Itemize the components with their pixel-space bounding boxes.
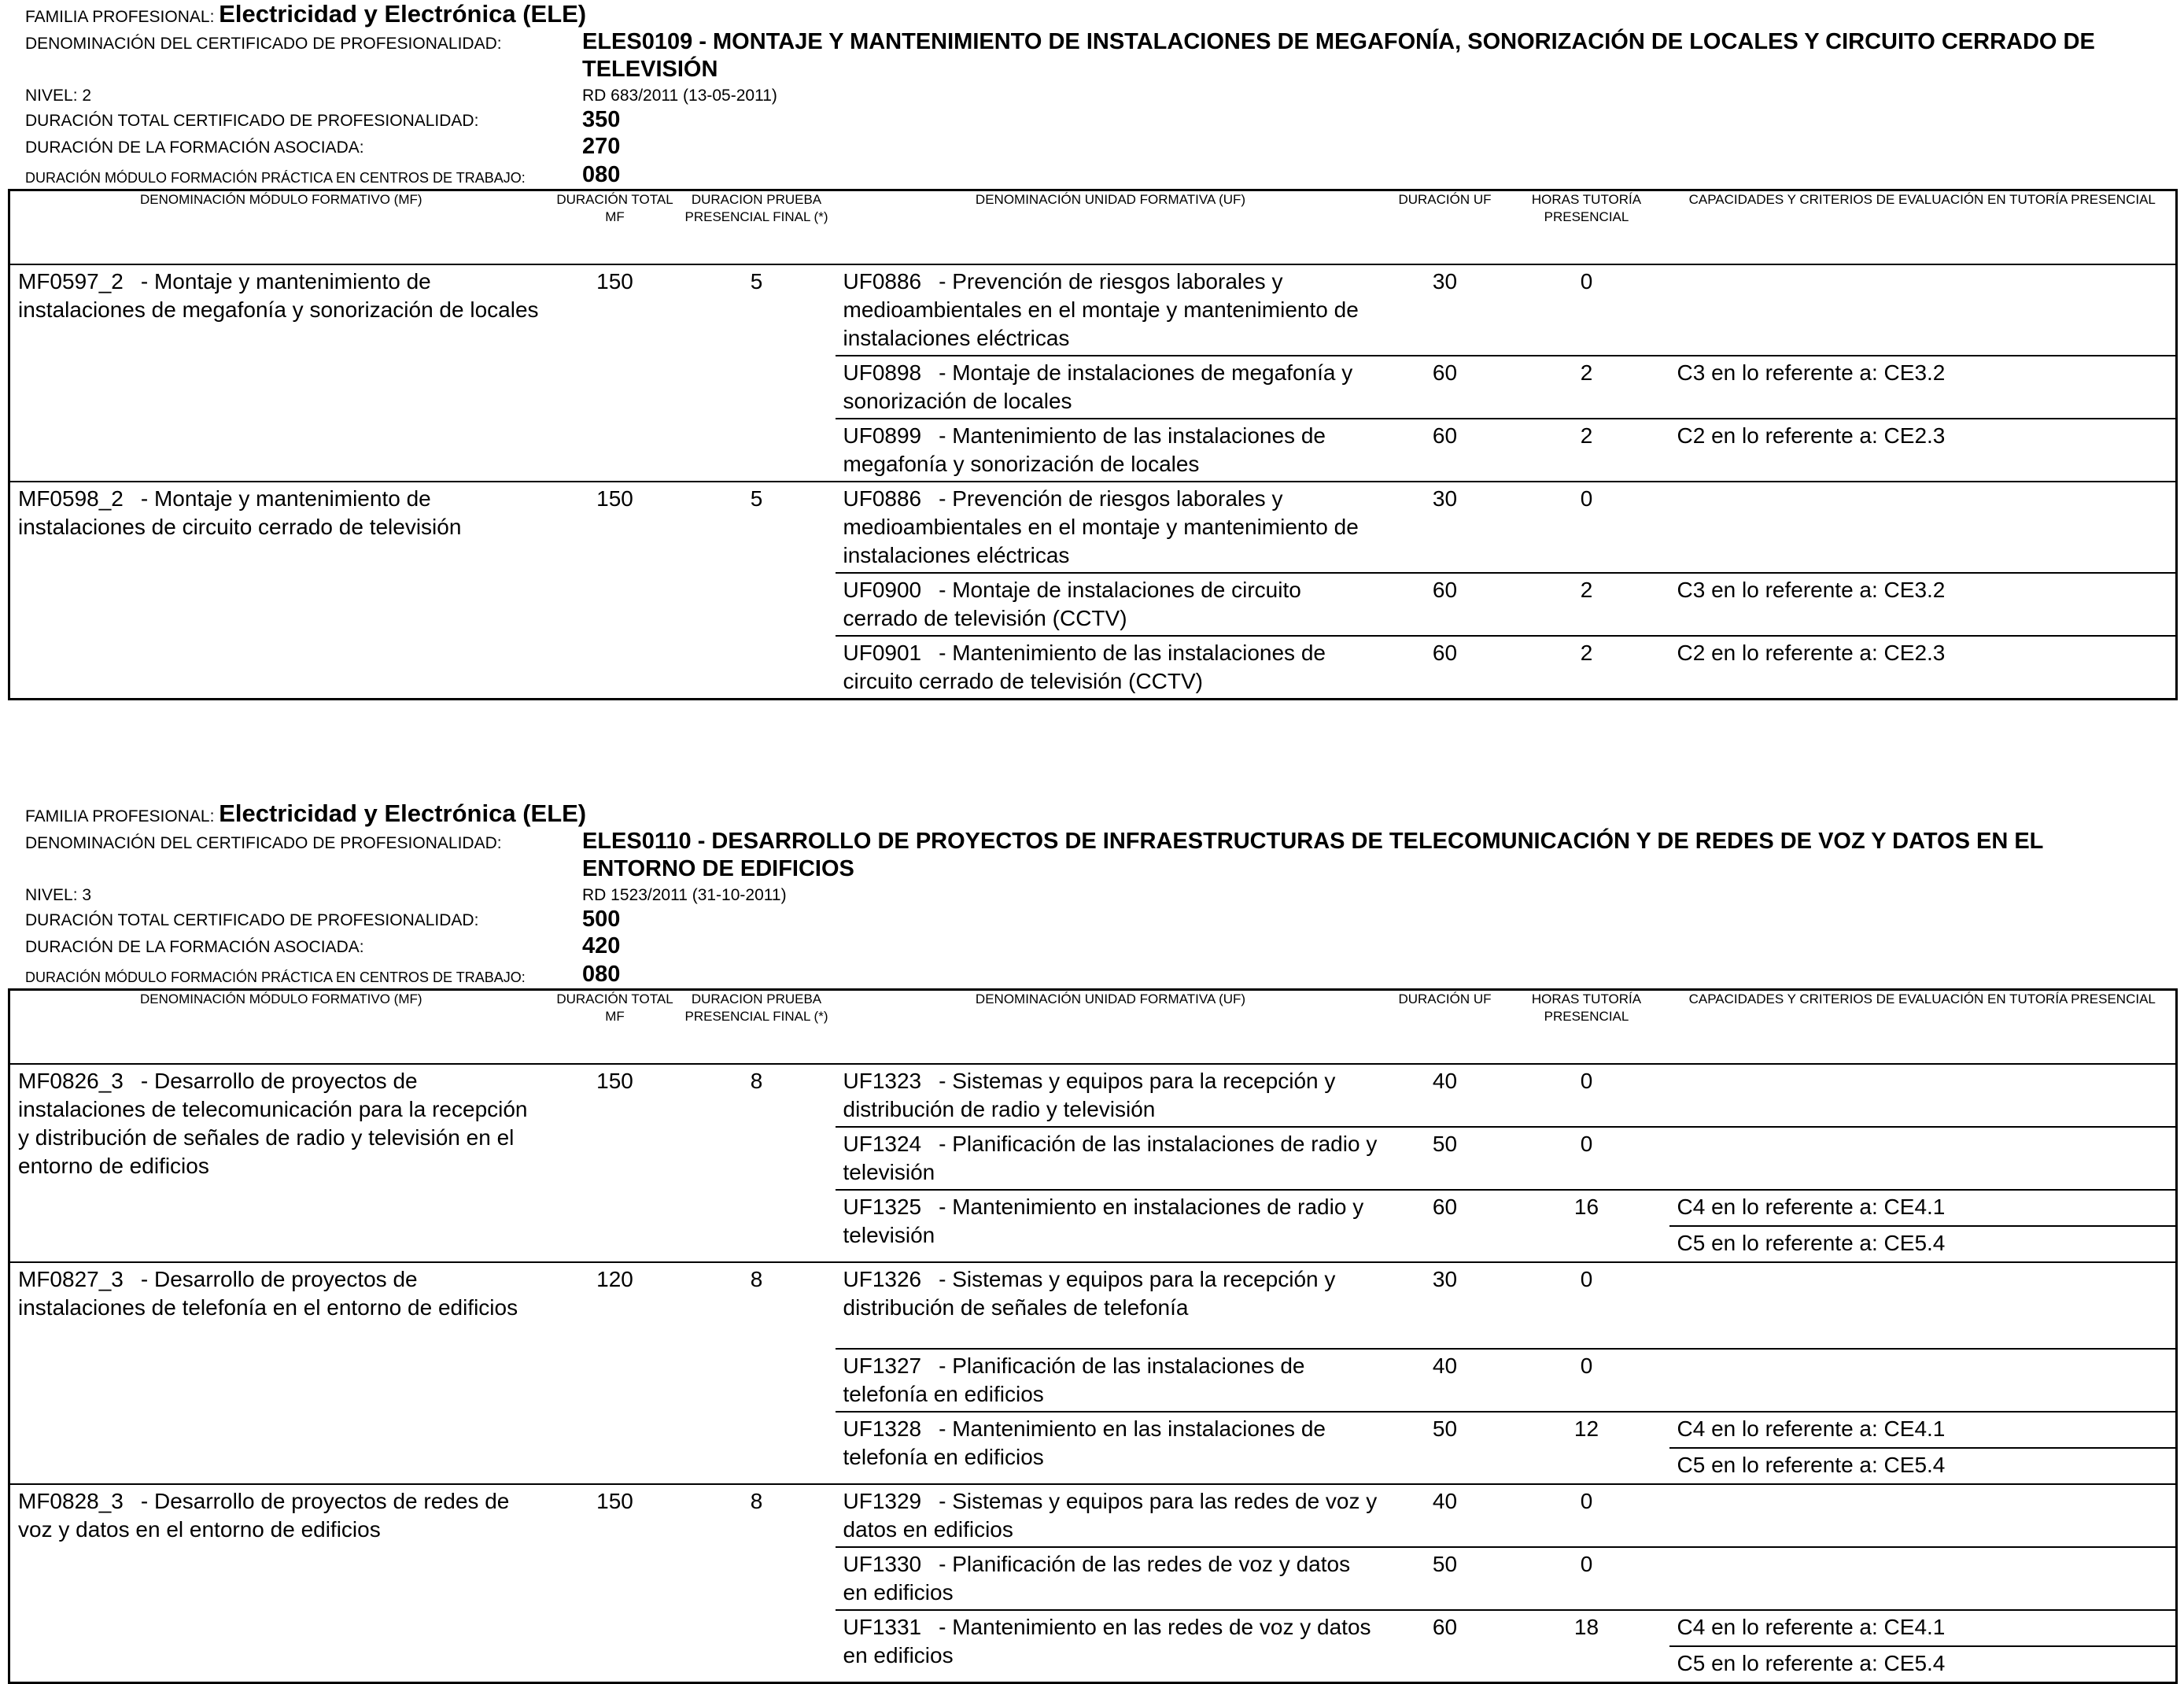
unit-horas: 0 — [1504, 1262, 1669, 1349]
unit-capacidades: C4 en lo referente a: CE4.1 — [1669, 1190, 2177, 1226]
unit-code: UF1323 — [843, 1069, 922, 1093]
unit-duracion: 60 — [1386, 1190, 1504, 1262]
unit-horas: 0 — [1504, 1127, 1669, 1190]
module-name: - Desarrollo de proyectos de instalaciones de telefonía en el entorno de edificios — [18, 1267, 518, 1320]
unit-capacidades — [1669, 1484, 2177, 1547]
col-header-uf: DENOMINACIÓN UNIDAD FORMATIVA (UF) — [836, 190, 1386, 265]
duracion-formacion-value: 270 — [582, 134, 621, 159]
unit-code: UF1325 — [843, 1195, 922, 1219]
unit-horas: 2 — [1504, 419, 1669, 482]
unit-code: UF1330 — [843, 1552, 922, 1576]
table-header-row — [9, 190, 2177, 265]
duracion-practica-value: 080 — [582, 162, 621, 187]
unit-name: - Mantenimiento de las instalaciones de megafonía y sonorización de locales — [843, 423, 1326, 476]
unit-cell — [836, 1547, 1386, 1610]
unit-capacidades — [1669, 264, 2177, 356]
unit-name: - Mantenimiento en instalaciones de radio y televisión — [843, 1195, 1364, 1247]
certificate-block — [8, 800, 2178, 1684]
unit-cell — [836, 1349, 1386, 1412]
unit-cell — [836, 419, 1386, 482]
col-header-duracion-uf: DURACIÓN UF — [1386, 190, 1504, 265]
unit-duracion: 50 — [1386, 1127, 1504, 1190]
table-row — [9, 264, 2177, 356]
table-row — [9, 1484, 2177, 1547]
unit-capacidades: C3 en lo referente a: CE3.2 — [1669, 573, 2177, 636]
unit-cell — [836, 1064, 1386, 1127]
unit-capacidades — [1669, 482, 2177, 573]
certificate-title: ELES0109 - MONTAJE Y MANTENIMIENTO DE INSTALACIONES DE MEGAFONÍA, SONORIZACIÓN DE LOCALES Y CIRCUITO CERRADO DE TELEVISIÓN — [582, 29, 2095, 82]
unit-duracion: 60 — [1386, 1610, 1504, 1682]
unit-duracion: 30 — [1386, 1262, 1504, 1349]
col-header-horas: HORAS TUTORÍA PRESENCIAL — [1504, 990, 1669, 1065]
unit-horas: 18 — [1504, 1610, 1669, 1682]
duracion-total-value: 500 — [582, 907, 621, 932]
module-name: - Desarrollo de proyectos de instalaciones de telecomunicación para la recepción y distribución de señales de radio y televisión en el entorno de edificios — [18, 1069, 528, 1178]
unit-capacidades: C3 en lo referente a: CE3.2 — [1669, 356, 2177, 419]
unit-code: UF1331 — [843, 1615, 922, 1639]
duracion-formacion-label: DURACIÓN DE LA FORMACIÓN ASOCIADA: — [25, 938, 364, 956]
unit-code: UF1326 — [843, 1267, 922, 1291]
unit-name: - Planificación de las redes de voz y datos en edificios — [843, 1552, 1351, 1605]
unit-horas: 0 — [1504, 1484, 1669, 1547]
certificate-title: ELES0110 - DESARROLLO DE PROYECTOS DE INFRAESTRUCTURAS DE TELECOMUNICACIÓN Y DE REDES DE VOZ Y DATOS EN EL ENTORNO DE EDIFICIOS — [582, 829, 2043, 881]
unit-duracion: 60 — [1386, 573, 1504, 636]
table-row — [9, 1262, 2177, 1349]
unit-capacidades: C5 en lo referente a: CE5.4 — [1669, 1646, 2177, 1682]
unit-horas: 0 — [1504, 1349, 1669, 1412]
familia-row — [25, 0, 587, 28]
unit-name: - Planificación de las instalaciones de telefonía en edificios — [843, 1353, 1305, 1406]
module-code: MF0828_3 — [18, 1489, 124, 1513]
col-header-duracion-uf: DURACIÓN UF — [1386, 990, 1504, 1065]
unit-horas: 0 — [1504, 1064, 1669, 1127]
module-prueba: 8 — [678, 1064, 836, 1262]
rd-value: RD 1523/2011 (31-10-2011) — [582, 886, 787, 904]
certificate-block — [8, 0, 2178, 700]
unit-code: UF1328 — [843, 1416, 922, 1441]
unit-horas: 2 — [1504, 636, 1669, 700]
module-cell — [9, 1484, 552, 1682]
unit-duracion: 40 — [1386, 1484, 1504, 1547]
module-prueba: 5 — [678, 482, 836, 700]
module-code: MF0827_3 — [18, 1267, 124, 1291]
unit-horas: 0 — [1504, 1547, 1669, 1610]
module-total: 150 — [552, 264, 678, 482]
module-cell — [9, 264, 552, 482]
unit-name: - Sistemas y equipos para las redes de voz y datos en edificios — [843, 1489, 1378, 1542]
unit-name: - Planificación de las instalaciones de radio y televisión — [843, 1132, 1378, 1184]
unit-duracion: 30 — [1386, 264, 1504, 356]
unit-name: - Prevención de riesgos laborales y medioambientales en el montaje y mantenimiento de instalaciones eléctricas — [843, 486, 1359, 567]
unit-horas: 2 — [1504, 573, 1669, 636]
duracion-practica-label: DURACIÓN MÓDULO FORMACIÓN PRÁCTICA EN CENTROS DE TRABAJO: — [25, 170, 526, 186]
table-row — [9, 482, 2177, 573]
denominacion-label: DENOMINACIÓN DEL CERTIFICADO DE PROFESIONALIDAD: — [25, 834, 502, 852]
col-header-horas: HORAS TUTORÍA PRESENCIAL — [1504, 190, 1669, 265]
unit-capacidades — [1669, 1349, 2177, 1412]
module-cell — [9, 482, 552, 700]
module-cell — [9, 1064, 552, 1262]
duracion-total-label: DURACIÓN TOTAL CERTIFICADO DE PROFESIONALIDAD: — [25, 112, 479, 130]
nivel-label: NIVEL: 3 — [25, 886, 92, 904]
duracion-total-value: 350 — [582, 107, 621, 132]
unit-capacidades — [1669, 1064, 2177, 1127]
module-code: MF0598_2 — [18, 486, 124, 511]
unit-duracion: 60 — [1386, 636, 1504, 700]
unit-code: UF0900 — [843, 578, 922, 602]
duracion-formacion-label: DURACIÓN DE LA FORMACIÓN ASOCIADA: — [25, 138, 364, 157]
duracion-practica-value: 080 — [582, 962, 621, 987]
module-code: MF0597_2 — [18, 269, 124, 294]
unit-cell — [836, 573, 1386, 636]
module-name: - Desarrollo de proyectos de redes de voz y datos en el entorno de edificios — [18, 1489, 510, 1542]
familia-label: FAMILIA PROFESIONAL: — [25, 807, 215, 825]
unit-horas: 2 — [1504, 356, 1669, 419]
unit-code: UF1324 — [843, 1132, 922, 1156]
col-header-uf: DENOMINACIÓN UNIDAD FORMATIVA (UF) — [836, 990, 1386, 1065]
col-header-mf: DENOMINACIÓN MÓDULO FORMATIVO (MF) — [9, 990, 552, 1065]
col-header-mf: DENOMINACIÓN MÓDULO FORMATIVO (MF) — [9, 190, 552, 265]
unit-capacidades: C2 en lo referente a: CE2.3 — [1669, 636, 2177, 700]
unit-name: - Montaje de instalaciones de circuito cerrado de televisión (CCTV) — [843, 578, 1301, 630]
table-row — [9, 1064, 2177, 1127]
rd-value: RD 683/2011 (13-05-2011) — [582, 87, 777, 105]
unit-code: UF0898 — [843, 360, 922, 385]
unit-capacidades: C2 en lo referente a: CE2.3 — [1669, 419, 2177, 482]
module-name: - Montaje y mantenimiento de instalaciones de circuito cerrado de televisión — [18, 486, 462, 539]
module-cell — [9, 1262, 552, 1484]
unit-name: - Mantenimiento en las instalaciones de telefonía en edificios — [843, 1416, 1326, 1469]
nivel-label: NIVEL: 2 — [25, 87, 92, 105]
unit-code: UF0899 — [843, 423, 922, 448]
col-header-duracion-mf: DURACIÓN TOTAL MF — [552, 190, 678, 265]
unit-cell — [836, 1484, 1386, 1547]
unit-duracion: 60 — [1386, 419, 1504, 482]
module-total: 150 — [552, 1064, 678, 1262]
unit-cell — [836, 1412, 1386, 1484]
unit-cell — [836, 1127, 1386, 1190]
unit-capacidades: C4 en lo referente a: CE4.1 — [1669, 1412, 2177, 1448]
module-prueba: 5 — [678, 264, 836, 482]
familia-row — [25, 800, 587, 827]
unit-name: - Mantenimiento de las instalaciones de circuito cerrado de televisión (CCTV) — [843, 641, 1326, 693]
unit-name: - Sistemas y equipos para la recepción y distribución de radio y televisión — [843, 1069, 1336, 1121]
unit-duracion: 50 — [1386, 1547, 1504, 1610]
unit-cell — [836, 356, 1386, 419]
unit-capacidades: C4 en lo referente a: CE4.1 — [1669, 1610, 2177, 1646]
unit-capacidades: C5 en lo referente a: CE5.4 — [1669, 1226, 2177, 1262]
familia-value: Electricidad y Electrónica (ELE) — [219, 800, 587, 827]
duracion-formacion-value: 420 — [582, 933, 621, 958]
module-prueba: 8 — [678, 1484, 836, 1682]
unit-cell — [836, 636, 1386, 700]
denominacion-label: DENOMINACIÓN DEL CERTIFICADO DE PROFESIONALIDAD: — [25, 35, 502, 53]
unit-horas: 12 — [1504, 1412, 1669, 1484]
unit-horas: 0 — [1504, 264, 1669, 356]
modules-table — [8, 189, 2178, 700]
module-total: 120 — [552, 1262, 678, 1484]
module-prueba: 8 — [678, 1262, 836, 1484]
familia-value: Electricidad y Electrónica (ELE) — [219, 0, 587, 28]
unit-duracion: 50 — [1386, 1412, 1504, 1484]
unit-cell — [836, 1190, 1386, 1262]
module-total: 150 — [552, 1484, 678, 1682]
table-header-row — [9, 990, 2177, 1065]
unit-capacidades — [1669, 1127, 2177, 1190]
unit-duracion: 30 — [1386, 482, 1504, 573]
duracion-total-label: DURACIÓN TOTAL CERTIFICADO DE PROFESIONALIDAD: — [25, 911, 479, 929]
unit-duracion: 40 — [1386, 1064, 1504, 1127]
duracion-practica-label: DURACIÓN MÓDULO FORMACIÓN PRÁCTICA EN CENTROS DE TRABAJO: — [25, 969, 526, 985]
unit-cell — [836, 1610, 1386, 1682]
module-code: MF0826_3 — [18, 1069, 124, 1093]
unit-capacidades — [1669, 1547, 2177, 1610]
col-header-capacidades: CAPACIDADES Y CRITERIOS DE EVALUACIÓN EN TUTORÍA PRESENCIAL — [1669, 990, 2177, 1065]
module-total: 150 — [552, 482, 678, 700]
unit-name: - Sistemas y equipos para la recepción y distribución de señales de telefonía — [843, 1267, 1336, 1320]
col-header-duracion-mf: DURACIÓN TOTAL MF — [552, 990, 678, 1065]
col-header-capacidades: CAPACIDADES Y CRITERIOS DE EVALUACIÓN EN TUTORÍA PRESENCIAL — [1669, 190, 2177, 265]
unit-cell — [836, 264, 1386, 356]
unit-capacidades: C5 en lo referente a: CE5.4 — [1669, 1448, 2177, 1484]
unit-name: - Prevención de riesgos laborales y medioambientales en el montaje y mantenimiento de instalaciones eléctricas — [843, 269, 1359, 350]
unit-code: UF0901 — [843, 641, 922, 665]
modules-table — [8, 988, 2178, 1684]
familia-label: FAMILIA PROFESIONAL: — [25, 8, 215, 26]
certificate-header — [8, 0, 2178, 189]
certificate-header — [8, 800, 2178, 988]
unit-duracion: 60 — [1386, 356, 1504, 419]
unit-name: - Montaje de instalaciones de megafonía y sonorización de locales — [843, 360, 1353, 413]
unit-capacidades — [1669, 1262, 2177, 1349]
unit-code: UF0886 — [843, 486, 922, 511]
unit-code: UF1327 — [843, 1353, 922, 1378]
unit-name: - Mantenimiento en las redes de voz y datos en edificios — [843, 1615, 1371, 1667]
unit-code: UF1329 — [843, 1489, 922, 1513]
unit-horas: 16 — [1504, 1190, 1669, 1262]
unit-cell — [836, 1262, 1386, 1349]
unit-horas: 0 — [1504, 482, 1669, 573]
unit-cell — [836, 482, 1386, 573]
unit-duracion: 40 — [1386, 1349, 1504, 1412]
col-header-prueba: DURACION PRUEBA PRESENCIAL FINAL (*) — [678, 990, 836, 1065]
col-header-prueba: DURACION PRUEBA PRESENCIAL FINAL (*) — [678, 190, 836, 265]
unit-code: UF0886 — [843, 269, 922, 294]
module-name: - Montaje y mantenimiento de instalaciones de megafonía y sonorización de locales — [18, 269, 539, 322]
